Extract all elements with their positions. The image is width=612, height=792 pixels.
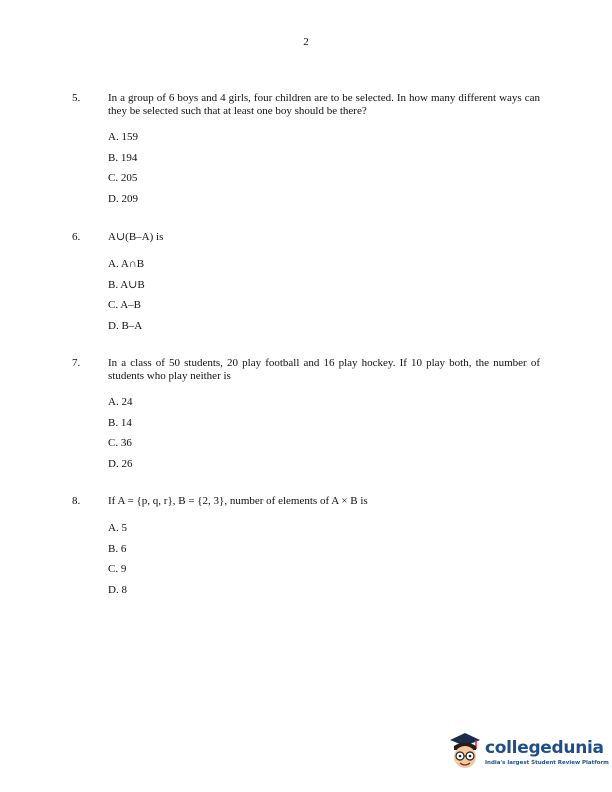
option-c: C. A–B	[108, 299, 142, 311]
option-d: D. 8	[108, 583, 127, 596]
option-c: C. 36	[108, 437, 132, 449]
question-7	[72, 357, 542, 494]
option-a: A. 24	[108, 396, 133, 408]
option-list	[108, 522, 542, 604]
question-5	[72, 92, 542, 229]
option-b: B. 14	[108, 416, 132, 429]
question-number: 7.	[72, 357, 81, 369]
option-d: D. 26	[108, 457, 133, 470]
option-list	[108, 131, 542, 213]
question-text: A∪(B–A) is	[108, 231, 164, 243]
question-8	[72, 495, 542, 620]
option-list	[108, 396, 542, 478]
collegedunia-logo	[446, 730, 609, 774]
option-a: A. A∩B	[108, 258, 145, 270]
mascot-icon	[446, 730, 484, 774]
option-c: C. 205	[108, 172, 138, 184]
page-number: 2	[303, 36, 309, 48]
question-text: In a group of 6 boys and 4 girls, four children are to be selected. In how many different ways can they be selected such that at least one boy should be there?	[108, 92, 540, 117]
option-a: A. 159	[108, 131, 138, 143]
question-number: 6.	[72, 231, 81, 243]
question-text: If A = {p, q, r}, B = {2, 3}, number of elements of A × B is	[108, 495, 368, 507]
option-b: B. 194	[108, 151, 138, 164]
logo-brand: collegedunia	[485, 738, 604, 758]
question-number: 8.	[72, 495, 81, 507]
option-list	[108, 258, 542, 340]
question-text: In a class of 50 students, 20 play football and 16 play hockey. If 10 play both, the number of students who play neither is	[108, 357, 540, 382]
question-number: 5.	[72, 92, 81, 104]
option-c: C. 9	[108, 563, 127, 575]
logo-tagline: India's largest Student Review Platform	[485, 760, 609, 766]
option-d: D. 209	[108, 192, 138, 205]
question-6	[72, 231, 542, 356]
option-b: B. 6	[108, 542, 127, 555]
option-a: A. 5	[108, 522, 127, 534]
option-d: D. B–A	[108, 319, 143, 332]
option-b: B. A∪B	[108, 278, 145, 291]
